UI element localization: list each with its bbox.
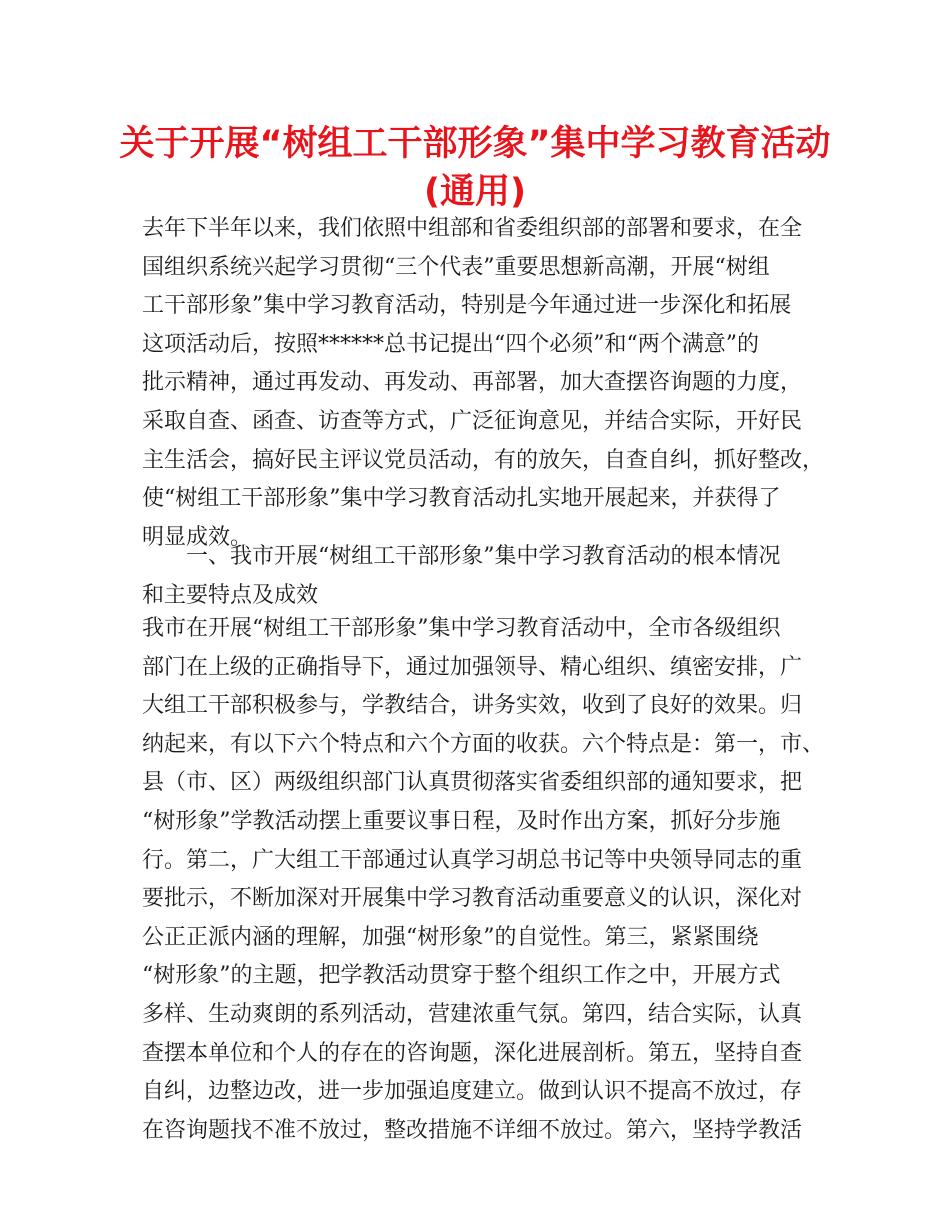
text-line: 要批示，不断加深对开展集中学习教育活动重要意义的认识，深化对 bbox=[142, 886, 803, 912]
text-line: 明显成效。 bbox=[142, 524, 253, 550]
text-line: 我市在开展“树组工干部形象”集中学习教育活动中，全市各级组织 bbox=[142, 616, 781, 641]
text-line: 查摆本单位和个人的存在的咨询题，深化进展剖析。第五，坚持自查 bbox=[142, 1040, 803, 1066]
text-line: 使“树组工干部形象”集中学习教育活动扎实地开展起来，并获得了 bbox=[142, 486, 781, 512]
text-line: 多样、生动爽朗的系列活动，营建浓重气氛。第四，结合实际，认真 bbox=[142, 1001, 803, 1027]
text-line: 大组工干部积极参与，学教结合，讲务实效，收到了良好的效果。归 bbox=[142, 693, 803, 719]
paragraph-intro bbox=[142, 210, 825, 557]
text-line: 自纠，边整边改，进一步加强追度建立。做到认识不提高不放过，存 bbox=[142, 1079, 803, 1105]
text-line: 采取自查、函查、访查等方式，广泛征询意见，并结合实际，开好民 bbox=[142, 408, 803, 434]
text-line: 县（市、区）两级组织部门认真贯彻落实省委组织部的通知要求，把 bbox=[142, 770, 803, 796]
text-line: 国组织系统兴起学习贯彻“三个代表”重要思想新高潮，开展“树组 bbox=[142, 254, 770, 280]
text-line: 公正正派内涵的理解，加强“树形象”的自觉性。第三，紧紧围绕 bbox=[142, 924, 759, 950]
text-line: “树形象”学教活动摆上重要议事日程，及时作出方案，抓好分步施 bbox=[142, 808, 781, 834]
text-line: 在咨询题找不准不放过，整改措施不详细不放过。第六，坚持学教活 bbox=[142, 1117, 803, 1143]
document-title: 关于开展“树组工干部形象”集中学习教育活动 bbox=[119, 124, 831, 164]
text-line: 这项活动后，按照******总书记提出“四个必须”和“两个满意”的 bbox=[142, 331, 759, 357]
text-line: “树形象”的主题，把学教活动贯穿于整个组织工作之中，开展方式 bbox=[142, 963, 781, 989]
text-line: 部门在上级的正确指导下，通过加强领导、精心组织、缜密安排，广 bbox=[142, 654, 803, 680]
text-line: 去年下半年以来，我们依照中组部和省委组织部的部署和要求，在全 bbox=[142, 216, 803, 241]
text-line: 主生活会，搞好民主评议党员活动，有的放矢，自查自纠，抓好整改， bbox=[142, 447, 825, 473]
section-heading bbox=[142, 538, 822, 615]
heading-line: 和主要特点及成效 bbox=[142, 582, 319, 608]
document-subtitle: (通用) bbox=[424, 172, 526, 212]
text-line: 批示精神，通过再发动、再发动、再部署，加大查摆咨询题的力度， bbox=[142, 370, 803, 396]
heading-line: 一、我市开展“树组工干部形象”集中学习教育活动的根本情况 bbox=[186, 544, 781, 569]
text-line: 工干部形象”集中学习教育活动，特别是今年通过进一步深化和拓展 bbox=[142, 293, 792, 319]
text-line: 纳起来，有以下六个特点和六个方面的收获。六个特点是：第一，市、 bbox=[142, 731, 825, 757]
text-line: 行。第二，广大组工干部通过认真学习胡总书记等中央领导同志的重 bbox=[142, 847, 803, 873]
paragraph-section-one bbox=[142, 610, 825, 1150]
